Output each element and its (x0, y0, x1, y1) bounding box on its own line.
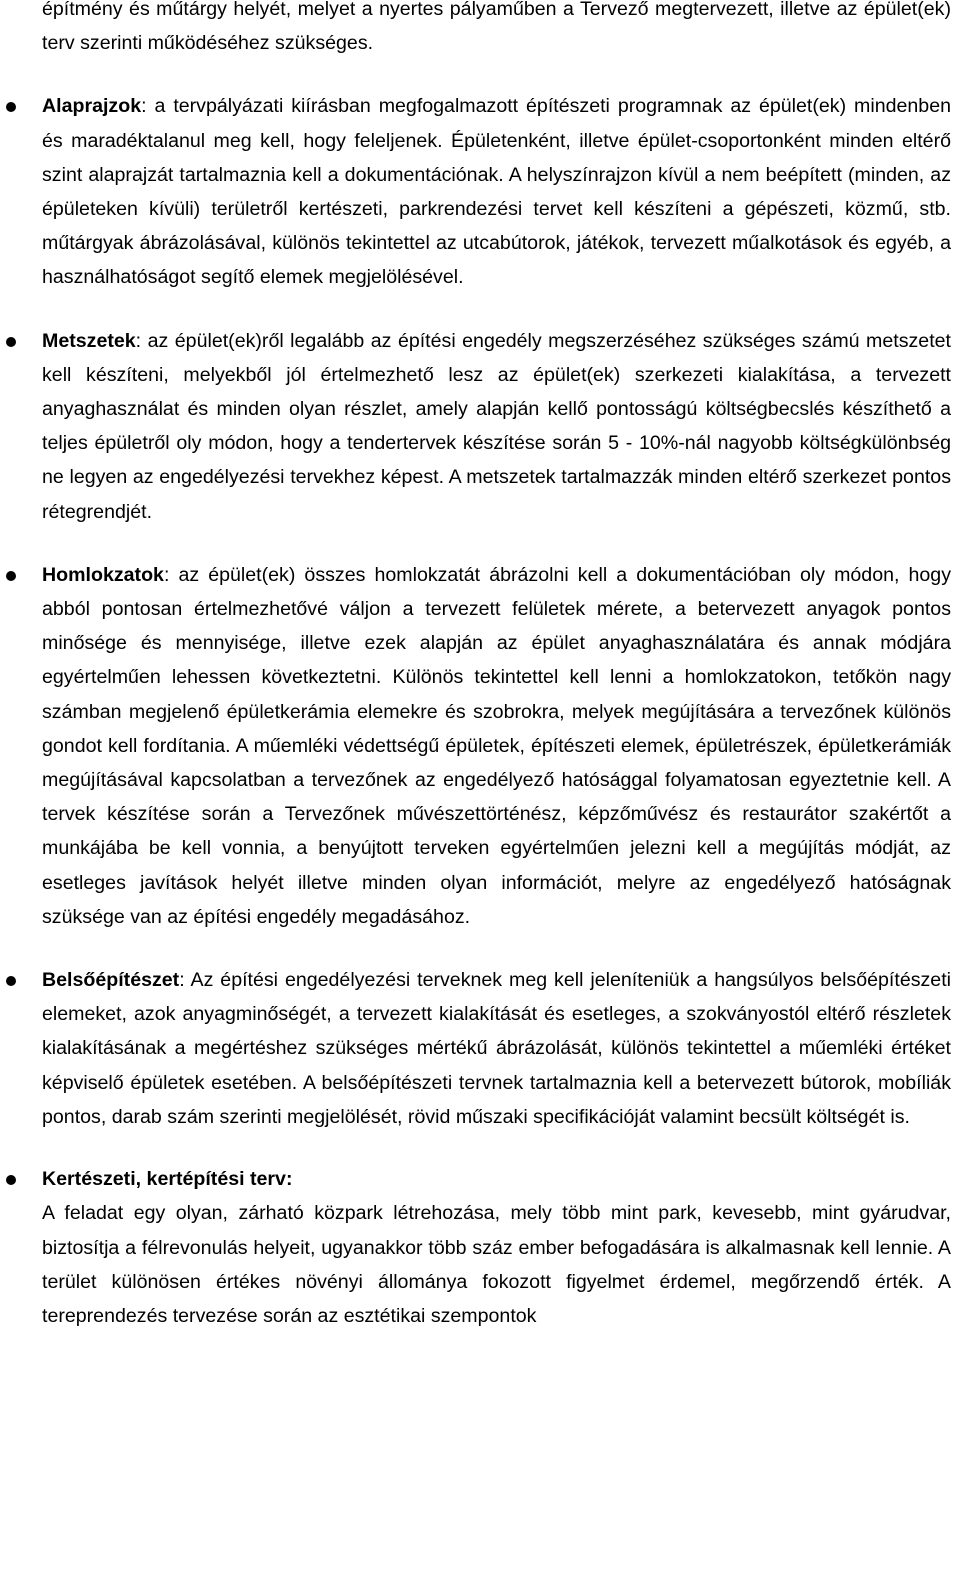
bullet-icon (6, 571, 16, 581)
bullet-icon (6, 337, 16, 347)
term-separator: : (141, 95, 147, 118)
continuation-paragraph: építmény és műtárgy helyét, melyet a nyertes pályaműben a Tervező megtervezett, illetve az épület(ek) terv szerinti működéséhez szükséges. (42, 0, 951, 55)
term-belsoepiteszet: Belsőépítészet (42, 969, 180, 992)
term-kerteszeti: Kertészeti, kertépítési terv: (42, 1168, 293, 1191)
item-text-alaprajzok: a tervpályázati kiírásban megfogalmazott építészeti programnak az épület(ek) mindenben és maradéktalanul meg kell, hogy feleljenek. Épületenként, illetve épület-csoportonként minden eltérő szint alaprajzát tartalmaznia kell a dokumentációnak. A helyszínrajzon kívül a nem beépített (minden, az épületeken kívüli) területről kertészeti, parkrendezési tervet kell készíteni a gépészeti, közmű, stb. műtárgyak ábrázolásával, különös tekintettel az utcabútorok, játékok, tervezett műalkotások és egyéb, a használhatóságot segítő elemek megjelölésével. (42, 95, 951, 289)
term-alaprajzok: Alaprajzok (42, 95, 142, 118)
term-metszetek: Metszetek (42, 329, 136, 352)
list-item-metszetek (0, 324, 960, 529)
term-separator: : (179, 969, 185, 992)
term-homlokzatok: Homlokzatok (42, 563, 164, 586)
bullet-icon (6, 1175, 16, 1185)
item-text-homlokzatok: az épület(ek) összes homlokzatát ábrázolni kell a dokumentációban oly módon, hogy abból pontosan értelmezhetővé váljon a tervezett felületek mérete, a betervezett anyagok pontos minősége és mennyisége, illetve ezek alapján az épület anyaghasználatára és annak módjára egyértelműen lehessen következtetni. Különös tekintettel kell lenni a homlokzatokon, tetőkön nagy számban megjelenő épületkerámia elemekre és szobrokra, melyek megújítására a tervezőnek különös gondot kell fordítania. A műemléki védettségű épületek, építészeti elemek, épületrészek, épületkerámiák megújításával kapcsolatban a tervezőnek az engedélyező hatósággal folyamatosan egyeztetnie kell. A tervek készítése során a Tervezőnek művészettörténész, képzőművész és restaurátor szakértőt a munkájába be kell vonnia, a benyújtott terveken egyértelműen jelezni kell a megújítás módját, az esetleges javítások helyét illetve minden olyan információt, melyre az engedélyező hatóságnak szüksége van az építési engedély megadásához. (42, 563, 951, 928)
list-item-alaprajzok (0, 89, 960, 294)
item-text-belsoepiteszet: Az építési engedélyezési terveknek meg kell jeleníteniük a hangsúlyos belsőépítészeti elemeket, azok anyagminőségét, a tervezett kialakítását és esetleges, a szokványostól eltérő részletek kialakításának a megértéshez szükséges mértékű ábrázolását, különös tekintettel a műemléki értéket képviselő épületek esetében. A belsőépítészeti tervnek tartalmaznia kell a betervezett bútorok, mobíliák pontos, darab szám szerinti megjelölését, rövid műszaki specifikációját valamint becsült költségét is. (42, 969, 951, 1128)
term-separator: : (163, 563, 170, 586)
bullet-icon (6, 102, 16, 112)
list-item-kerteszeti (0, 1162, 960, 1333)
list-item-belsoepiteszet (0, 963, 960, 1134)
list-item-homlokzatok (0, 558, 960, 934)
bullet-icon (6, 976, 16, 986)
item-text-kerteszeti: A feladat egy olyan, zárható közpark létrehozása, mely több mint park, kevesebb, mint gyárudvar, biztosítja a félrevonulás helyeit, ugyanakkor több száz ember befogadására is alkalmasnak kell lennie. A terület különösen értékes növényi állománya fokozott figyelmet érdemel, megőrzendő érték. A tereprendezés tervezése során az esztétikai szempontok (42, 1202, 951, 1327)
item-text-metszetek: az épület(ek)ről legalább az építési engedély megszerzéséhez szükséges számú metszetet kell készíteni, melyekből jól értelmezhető lesz az épület(ek) szerkezeti kialakítása, a tervezett anyaghasználat és minden olyan részlet, amely alapján kellő pontosságú költségbecslés készíthető a teljes épületről oly módon, hogy a tendertervek készítése során 5 - 10%-nál nagyobb költségkülönbség ne legyen az engedélyezési tervekhez képest. A metszetek tartalmazzák minden eltérő szerkezet pontos rétegrendjét. (42, 329, 951, 523)
term-separator: : (135, 329, 142, 352)
